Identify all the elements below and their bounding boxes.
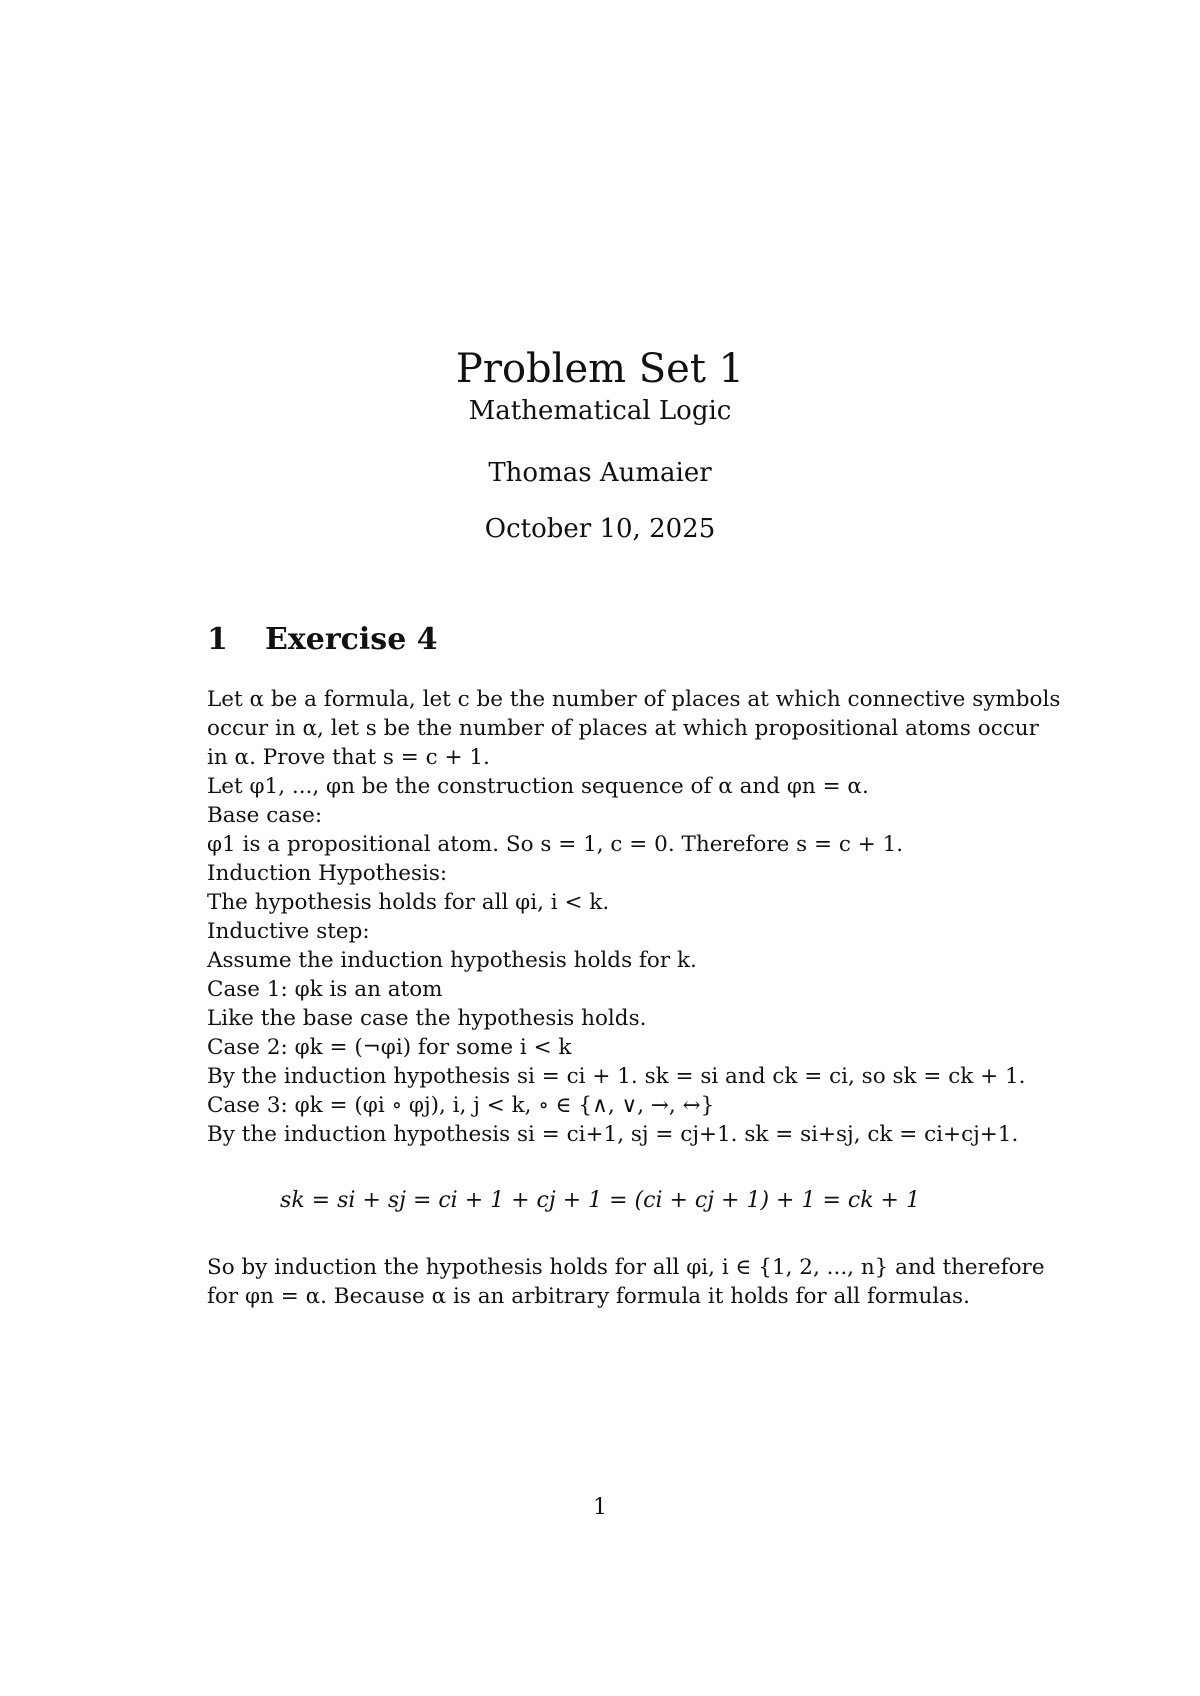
statement-line: Let α be a formula, let c be the number of places at which connective symbols — [207, 687, 1061, 712]
statement-line: occur in α, let s be the number of places at which propositional atoms occur — [207, 716, 1039, 741]
document-subtitle: Mathematical Logic — [468, 396, 732, 426]
case-1-text: Like the base case the hypothesis holds. — [207, 1006, 647, 1031]
construction-sequence: Let φ1, ..., φn be the construction sequence of α and φn = α. — [207, 774, 869, 799]
inductive-step-label: Inductive step: — [207, 919, 370, 944]
base-case-text: φ1 is a propositional atom. So s = 1, c = 0. Therefore s = c + 1. — [207, 832, 904, 857]
section-heading — [207, 622, 438, 658]
page-number: 1 — [593, 1495, 607, 1520]
section-title: Exercise 4 — [265, 622, 438, 657]
author: Thomas Aumaier — [488, 458, 712, 488]
statement-line: in α. Prove that s = c + 1. — [207, 745, 490, 770]
case-3-heading: Case 3: φk = (φi ∘ φj), i, j < k, ∘ ∈ {∧, ∨, →, ↔} — [207, 1093, 715, 1118]
proof-body — [207, 685, 1061, 1149]
conclusion — [207, 1253, 1045, 1311]
case-1-heading: Case 1: φk is an atom — [207, 977, 443, 1002]
display-equation: sk = si + sj = ci + 1 + cj + 1 = (ci + cj + 1) + 1 = ck + 1 — [280, 1188, 920, 1213]
case-2-text: By the induction hypothesis si = ci + 1. sk = si and ck = ci, so sk = ck + 1. — [207, 1064, 1026, 1089]
case-3-text: By the induction hypothesis si = ci+1, sj = cj+1. sk = si+sj, ck = ci+cj+1. — [207, 1122, 1019, 1147]
induction-hypothesis-text: The hypothesis holds for all φi, i < k. — [207, 890, 610, 915]
document-title: Problem Set 1 — [455, 346, 745, 392]
date: October 10, 2025 — [484, 514, 716, 544]
base-case-label: Base case: — [207, 803, 323, 828]
section-number: 1 — [207, 622, 228, 657]
case-2-heading: Case 2: φk = (¬φi) for some i < k — [207, 1035, 572, 1060]
conclusion-line: for φn = α. Because α is an arbitrary formula it holds for all formulas. — [207, 1284, 970, 1309]
inductive-step-assumption: Assume the induction hypothesis holds for k. — [207, 948, 697, 973]
conclusion-line: So by induction the hypothesis holds for all φi, i ∈ {1, 2, ..., n} and therefore — [207, 1255, 1045, 1280]
induction-hypothesis-label: Induction Hypothesis: — [207, 861, 448, 886]
title-block — [0, 345, 1200, 545]
